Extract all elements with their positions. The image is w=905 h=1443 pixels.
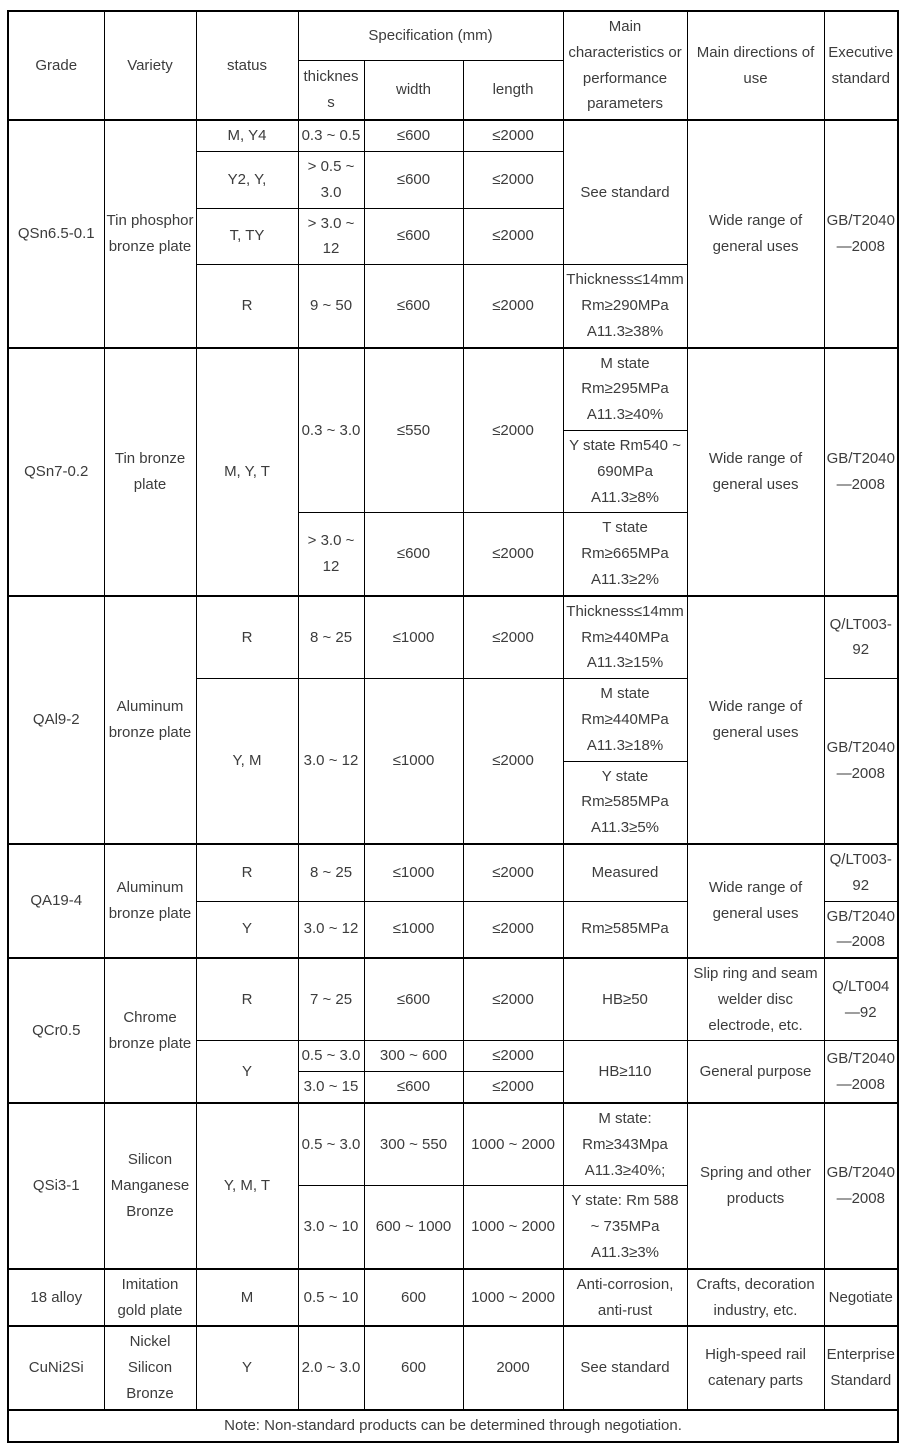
standard-header: Executive standard (824, 11, 898, 120)
variety-cell: Tin bronze plate (104, 348, 196, 596)
standard-cell: Negotiate (824, 1269, 898, 1327)
note-row (8, 1410, 898, 1442)
length-cell: ≤2000 (463, 120, 563, 151)
use-directions-cell: High-speed rail catenary parts (687, 1326, 824, 1409)
characteristics-cell: Y state: Rm 588 ~ 735MPa A11.3≥3% (563, 1186, 687, 1269)
use-directions-cell: Wide range of general uses (687, 596, 824, 844)
variety-cell: Silicon Manganese Bronze (104, 1103, 196, 1269)
width-cell: ≤550 (364, 348, 463, 513)
grade-cell: 18 alloy (8, 1269, 104, 1327)
thickness-cell: 7 ~ 25 (298, 958, 364, 1041)
standard-cell: Enterprise Standard (824, 1326, 898, 1409)
note-cell: Note: Non-standard products can be determined through negotiation. (8, 1410, 898, 1442)
standard-cell: GB/T2040—2008 (824, 120, 898, 347)
width-cell: ≤600 (364, 265, 463, 348)
length-cell: ≤2000 (463, 1041, 563, 1072)
status-cell: M (196, 1269, 298, 1327)
standard-cell: GB/T2040—2008 (824, 901, 898, 958)
status-cell: R (196, 844, 298, 901)
thickness-cell: 2.0 ~ 3.0 (298, 1326, 364, 1409)
grade-cell: QSi3-1 (8, 1103, 104, 1269)
length-header: length (463, 61, 563, 120)
characteristics-cell: Thickness≤14mm Rm≥440MPa A11.3≥15% (563, 596, 687, 679)
thickness-header: thickness (298, 61, 364, 120)
grade-cell: QSn6.5-0.1 (8, 120, 104, 347)
header-row-1 (8, 11, 898, 61)
use-directions-cell: Crafts, decoration industry, etc. (687, 1269, 824, 1327)
table-row (8, 596, 898, 679)
length-cell: ≤2000 (463, 596, 563, 679)
length-cell: ≤2000 (463, 958, 563, 1041)
thickness-cell: 3.0 ~ 15 (298, 1072, 364, 1103)
table-row (8, 1103, 898, 1186)
use-directions-cell: Spring and other products (687, 1103, 824, 1269)
width-cell: 600 (364, 1269, 463, 1327)
standard-cell: GB/T2040—2008 (824, 1041, 898, 1103)
length-cell: 2000 (463, 1326, 563, 1409)
width-cell: ≤1000 (364, 596, 463, 679)
use-directions-cell: Slip ring and seam welder disc electrode, etc. (687, 958, 824, 1041)
status-cell: R (196, 265, 298, 348)
width-cell: ≤600 (364, 208, 463, 265)
variety-cell: Aluminum bronze plate (104, 844, 196, 958)
grade-cell: CuNi2Si (8, 1326, 104, 1409)
characteristics-cell: See standard (563, 1326, 687, 1409)
status-cell: T, TY (196, 208, 298, 265)
use-directions-cell: General purpose (687, 1041, 824, 1103)
characteristics-cell: Y state Rm540 ~ 690MPa A11.3≥8% (563, 430, 687, 512)
status-cell: M, Y4 (196, 120, 298, 151)
length-cell: ≤2000 (463, 208, 563, 265)
variety-cell: Tin phosphor bronze plate (104, 120, 196, 347)
length-cell: ≤2000 (463, 513, 563, 596)
thickness-cell: > 3.0 ~ 12 (298, 513, 364, 596)
width-header: width (364, 61, 463, 120)
width-cell: 300 ~ 550 (364, 1103, 463, 1186)
status-header: status (196, 11, 298, 120)
characteristics-cell: Measured (563, 844, 687, 901)
standard-cell: Q/LT003-92 (824, 596, 898, 679)
thickness-cell: 8 ~ 25 (298, 844, 364, 901)
variety-cell: Chrome bronze plate (104, 958, 196, 1103)
thickness-cell: 3.0 ~ 10 (298, 1186, 364, 1269)
table-row (8, 844, 898, 901)
width-cell: ≤600 (364, 1072, 463, 1103)
thickness-cell: > 3.0 ~ 12 (298, 208, 364, 265)
grade-cell: QSn7-0.2 (8, 348, 104, 596)
length-cell: 1000 ~ 2000 (463, 1103, 563, 1186)
thickness-cell: > 0.5 ~ 3.0 (298, 151, 364, 208)
length-cell: 1000 ~ 2000 (463, 1269, 563, 1327)
status-cell: Y, M (196, 679, 298, 844)
thickness-cell: 9 ~ 50 (298, 265, 364, 348)
status-cell: Y (196, 901, 298, 958)
characteristics-cell: Rm≥585MPa (563, 901, 687, 958)
product-spec-table (7, 10, 899, 1443)
characteristics-cell: M state: Rm≥343Mpa A11.3≥40%; (563, 1103, 687, 1186)
width-cell: 600 ~ 1000 (364, 1186, 463, 1269)
standard-cell: Q/LT003-92 (824, 844, 898, 901)
grade-cell: QCr0.5 (8, 958, 104, 1103)
variety-header: Variety (104, 11, 196, 120)
length-cell: ≤2000 (463, 901, 563, 958)
use-directions-cell: Wide range of general uses (687, 348, 824, 596)
table-row (8, 348, 898, 431)
thickness-cell: 0.3 ~ 0.5 (298, 120, 364, 151)
status-cell: Y (196, 1041, 298, 1103)
status-cell: Y (196, 1326, 298, 1409)
grade-cell: QA19-4 (8, 844, 104, 958)
characteristics-header: Main characteristics or performance parameters (563, 11, 687, 120)
characteristics-cell: M state Rm≥295MPa A11.3≥40% (563, 348, 687, 431)
characteristics-cell: Thickness≤14mm Rm≥290MPa A11.3≥38% (563, 265, 687, 348)
status-cell: Y2, Y, (196, 151, 298, 208)
thickness-cell: 0.3 ~ 3.0 (298, 348, 364, 513)
grade-header: Grade (8, 11, 104, 120)
table-row (8, 958, 898, 1041)
width-cell: ≤600 (364, 513, 463, 596)
table-row (8, 120, 898, 151)
standard-cell: GB/T2040—2008 (824, 679, 898, 844)
use-directions-cell: Wide range of general uses (687, 844, 824, 958)
thickness-cell: 8 ~ 25 (298, 596, 364, 679)
variety-cell: Imitation gold plate (104, 1269, 196, 1327)
status-cell: Y, M, T (196, 1103, 298, 1269)
characteristics-cell: M state Rm≥440MPa A11.3≥18% (563, 679, 687, 761)
table-row (8, 1326, 898, 1409)
variety-cell: Aluminum bronze plate (104, 596, 196, 844)
use-directions-cell: Wide range of general uses (687, 120, 824, 347)
specification-group-header: Specification (mm) (298, 11, 563, 61)
length-cell: ≤2000 (463, 151, 563, 208)
width-cell: ≤1000 (364, 844, 463, 901)
length-cell: ≤2000 (463, 348, 563, 513)
width-cell: ≤600 (364, 151, 463, 208)
length-cell: ≤2000 (463, 844, 563, 901)
thickness-cell: 0.5 ~ 3.0 (298, 1041, 364, 1072)
standard-cell: Q/LT004—92 (824, 958, 898, 1041)
use-directions-header: Main directions of use (687, 11, 824, 120)
standard-cell: GB/T2040—2008 (824, 348, 898, 596)
status-cell: M, Y, T (196, 348, 298, 596)
width-cell: 600 (364, 1326, 463, 1409)
width-cell: ≤600 (364, 120, 463, 151)
length-cell: ≤2000 (463, 679, 563, 844)
grade-cell: QAl9-2 (8, 596, 104, 844)
characteristics-cell: Anti-corrosion, anti-rust (563, 1269, 687, 1327)
thickness-cell: 3.0 ~ 12 (298, 679, 364, 844)
length-cell: ≤2000 (463, 265, 563, 348)
width-cell: ≤600 (364, 958, 463, 1041)
table-row (8, 1269, 898, 1327)
characteristics-cell: T state Rm≥665MPa A11.3≥2% (563, 513, 687, 596)
width-cell: ≤1000 (364, 901, 463, 958)
variety-cell: Nickel Silicon Bronze (104, 1326, 196, 1409)
characteristics-cell: Y state Rm≥585MPa A11.3≥5% (563, 761, 687, 844)
thickness-cell: 0.5 ~ 10 (298, 1269, 364, 1327)
width-cell: 300 ~ 600 (364, 1041, 463, 1072)
thickness-cell: 0.5 ~ 3.0 (298, 1103, 364, 1186)
thickness-cell: 3.0 ~ 12 (298, 901, 364, 958)
length-cell: ≤2000 (463, 1072, 563, 1103)
status-cell: R (196, 958, 298, 1041)
standard-cell: GB/T2040—2008 (824, 1103, 898, 1269)
characteristics-cell: HB≥50 (563, 958, 687, 1041)
length-cell: 1000 ~ 2000 (463, 1186, 563, 1269)
characteristics-cell: HB≥110 (563, 1041, 687, 1103)
status-cell: R (196, 596, 298, 679)
width-cell: ≤1000 (364, 679, 463, 844)
characteristics-cell: See standard (563, 120, 687, 264)
